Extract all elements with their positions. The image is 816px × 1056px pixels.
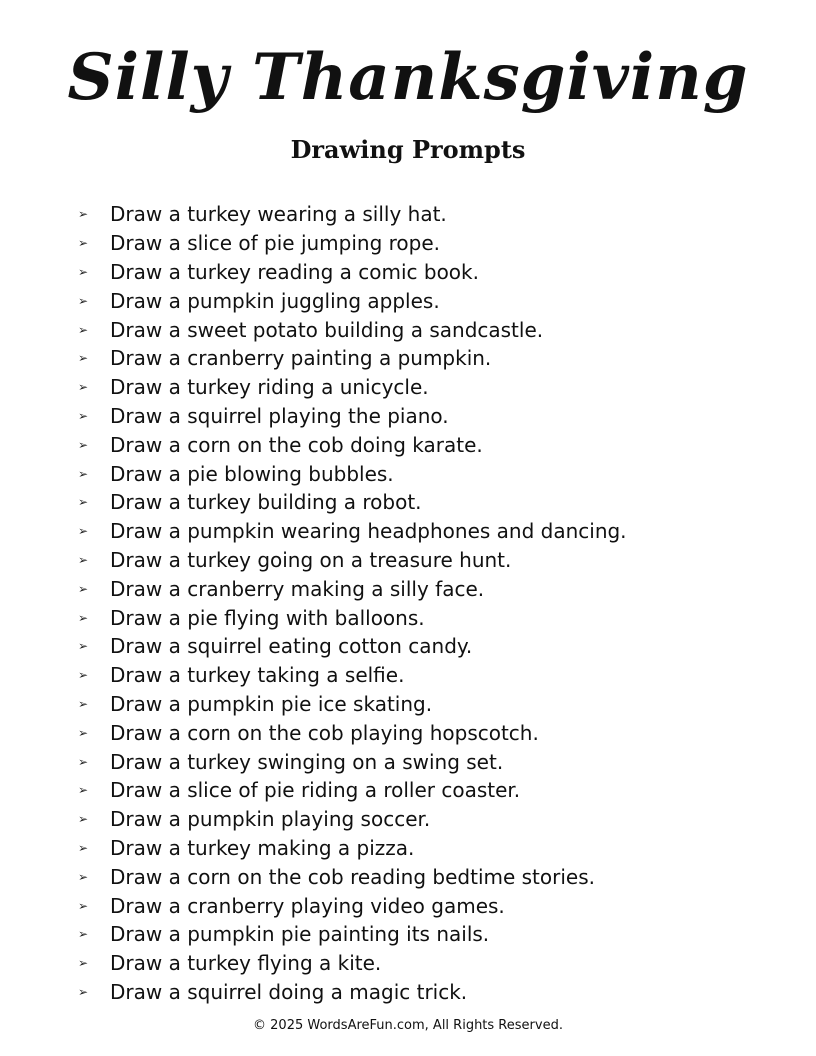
- prompt-text: Draw a turkey reading a comic book.: [110, 259, 479, 284]
- arrowhead-bullet-icon: ➢: [78, 725, 89, 740]
- arrowhead-bullet-icon: ➢: [78, 610, 89, 625]
- prompt-text: Draw a slice of pie jumping rope.: [110, 231, 441, 256]
- prompt-list: [74, 200, 627, 1006]
- arrowhead-bullet-icon: ➢: [78, 437, 89, 452]
- list-item: [74, 747, 627, 776]
- prompt-text: Draw a turkey building a robot.: [110, 490, 422, 515]
- arrowhead-bullet-icon: ➢: [78, 754, 89, 769]
- list-item: [74, 344, 627, 373]
- prompt-text: Draw a corn on the cob reading bedtime stories.: [110, 864, 595, 889]
- arrowhead-bullet-icon: ➢: [78, 264, 89, 279]
- arrowhead-bullet-icon: ➢: [78, 783, 89, 798]
- prompt-text: Draw a slice of pie riding a roller coaster.: [110, 778, 521, 803]
- list-item: [74, 546, 627, 575]
- prompt-text: Draw a turkey wearing a silly hat.: [110, 202, 447, 227]
- arrowhead-bullet-icon: ➢: [78, 380, 89, 395]
- list-item: [74, 834, 627, 863]
- list-item: [74, 200, 627, 229]
- prompt-text: Draw a squirrel eating cotton candy.: [110, 634, 473, 659]
- list-item: [74, 373, 627, 402]
- list-item: [74, 229, 627, 258]
- list-item: [74, 315, 627, 344]
- list-item: [74, 776, 627, 805]
- list-item: [74, 459, 627, 488]
- arrowhead-bullet-icon: ➢: [78, 639, 89, 654]
- list-item: [74, 690, 627, 719]
- prompt-text: Draw a pumpkin wearing headphones and dancing.: [110, 519, 627, 544]
- prompt-text: Draw a pumpkin playing soccer.: [110, 807, 431, 832]
- list-item: [74, 805, 627, 834]
- prompt-text: Draw a sweet potato building a sandcastle.: [110, 317, 544, 342]
- list-item: [74, 632, 627, 661]
- list-item: [74, 402, 627, 431]
- list-item: [74, 978, 627, 1007]
- list-item: [74, 891, 627, 920]
- arrowhead-bullet-icon: ➢: [78, 696, 89, 711]
- list-item: [74, 718, 627, 747]
- prompt-text: Draw a cranberry playing video games.: [110, 893, 505, 918]
- arrowhead-bullet-icon: ➢: [78, 236, 89, 251]
- arrowhead-bullet-icon: ➢: [78, 984, 89, 999]
- arrowhead-bullet-icon: ➢: [78, 495, 89, 510]
- arrowhead-bullet-icon: ➢: [78, 956, 89, 971]
- prompt-text: Draw a turkey riding a unicycle.: [110, 375, 429, 400]
- copyright-footer: © 2025 WordsAreFun.com, All Rights Reserved.: [253, 1018, 563, 1033]
- arrowhead-bullet-icon: ➢: [78, 293, 89, 308]
- arrowhead-bullet-icon: ➢: [78, 524, 89, 539]
- arrowhead-bullet-icon: ➢: [78, 322, 89, 337]
- arrowhead-bullet-icon: ➢: [78, 840, 89, 855]
- arrowhead-bullet-icon: ➢: [78, 408, 89, 423]
- prompt-text: Draw a turkey making a pizza.: [110, 835, 415, 860]
- arrowhead-bullet-icon: ➢: [78, 581, 89, 596]
- arrowhead-bullet-icon: ➢: [78, 869, 89, 884]
- prompt-text: Draw a pumpkin pie ice skating.: [110, 691, 433, 716]
- list-item: [74, 920, 627, 949]
- prompt-text: Draw a turkey swinging on a swing set.: [110, 749, 504, 774]
- prompt-text: Draw a pumpkin juggling apples.: [110, 288, 440, 313]
- prompt-text: Draw a squirrel playing the piano.: [110, 403, 449, 428]
- list-item: [74, 517, 627, 546]
- arrowhead-bullet-icon: ➢: [78, 668, 89, 683]
- arrowhead-bullet-icon: ➢: [78, 466, 89, 481]
- list-item: [74, 286, 627, 315]
- prompt-text: Draw a squirrel doing a magic trick.: [110, 979, 468, 1004]
- arrowhead-bullet-icon: ➢: [78, 927, 89, 942]
- list-item: [74, 661, 627, 690]
- list-item: [74, 603, 627, 632]
- list-item: [74, 949, 627, 978]
- prompt-text: Draw a cranberry painting a pumpkin.: [110, 346, 492, 371]
- prompt-text: Draw a corn on the cob playing hopscotch.: [110, 720, 539, 745]
- list-item: [74, 430, 627, 459]
- list-item: [74, 488, 627, 517]
- page-subtitle: Drawing Prompts: [290, 135, 526, 164]
- prompt-text: Draw a turkey going on a treasure hunt.: [110, 547, 512, 572]
- list-item: [74, 258, 627, 287]
- prompt-text: Draw a turkey taking a selfie.: [110, 663, 405, 688]
- prompt-text: Draw a corn on the cob doing karate.: [110, 432, 483, 457]
- prompt-text: Draw a pumpkin pie painting its nails.: [110, 922, 490, 947]
- arrowhead-bullet-icon: ➢: [78, 351, 89, 366]
- prompt-text: Draw a cranberry making a silly face.: [110, 576, 485, 601]
- list-item: [74, 862, 627, 891]
- arrowhead-bullet-icon: ➢: [78, 812, 89, 827]
- prompt-text: Draw a turkey flying a kite.: [110, 951, 382, 976]
- list-item: [74, 574, 627, 603]
- prompt-text: Draw a pie flying with balloons.: [110, 605, 425, 630]
- arrowhead-bullet-icon: ➢: [78, 552, 89, 567]
- prompt-text: Draw a pie blowing bubbles.: [110, 461, 394, 486]
- arrowhead-bullet-icon: ➢: [78, 207, 89, 222]
- page-title: Silly Thanksgiving: [67, 40, 749, 115]
- arrowhead-bullet-icon: ➢: [78, 898, 89, 913]
